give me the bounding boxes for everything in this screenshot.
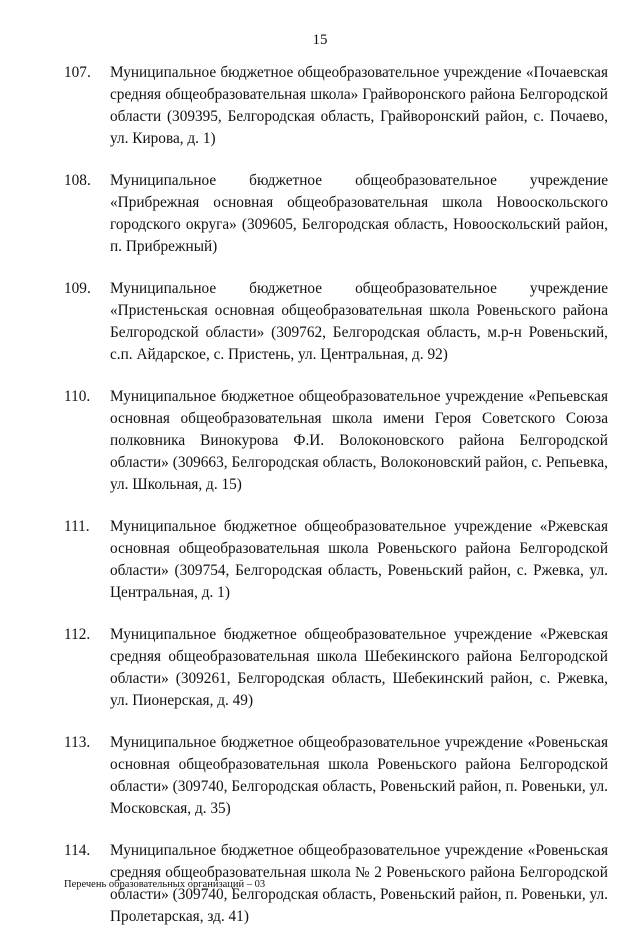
item-number: 109.: [64, 280, 91, 297]
list-item: [64, 62, 608, 150]
item-text: Муниципальное бюджетное общеобразовательное учреждение «Почаевская средняя общеобразовательная школа» Грайворонского района Белгородской области (309395, Белгородская область, Грайворонский район, с. Почаево, ул. Кирова, д. 1): [110, 64, 608, 147]
item-number: 111.: [64, 518, 90, 535]
list-item: [64, 516, 608, 604]
item-text: Муниципальное бюджетное общеобразовательное учреждение «Пристеньская основная общеобразовательная школа Ровеньского района Белгородской области» (309762, Белгородская область, м.р-н Ровеньский, с.п. Айдарское, с. Пристень, ул. Центральная, д. 92): [110, 280, 608, 363]
item-text: Муниципальное бюджетное общеобразовательное учреждение «Ржевская основная общеобразовательная школа Ровеньского района Белгородской области» (309754, Белгородская область, Ровеньский район, с. Ржевка, ул. Центральная, д. 1): [110, 518, 608, 601]
item-number: 114.: [64, 842, 91, 859]
list-item: [64, 386, 608, 496]
item-number: 107.: [64, 64, 91, 81]
item-number: 108.: [64, 172, 91, 189]
list-item: [64, 732, 608, 820]
organization-list: [64, 62, 608, 948]
item-text: Муниципальное бюджетное общеобразовательное учреждение «Ржевская средняя общеобразовательная школа Шебекинского района Белгородской области» (309261, Белгородская область, Шебекинский район, с. Ржевка, ул. Пионерская, д. 49): [110, 626, 608, 709]
page-number: 15: [312, 32, 328, 48]
item-number: 110.: [64, 388, 91, 405]
list-item: [64, 624, 608, 712]
item-text: Муниципальное бюджетное общеобразовательное учреждение «Ровеньская основная общеобразовательная школа Ровеньского района Белгородской области» (309740, Белгородская область, Ровеньский район, п. Ровеньки, ул. Московская, д. 35): [110, 734, 608, 817]
item-text: Муниципальное бюджетное общеобразовательное учреждение «Репьевская основная общеобразовательная школа имени Героя Советского Союза полковника Винокурова Ф.И. Волоконовского района Белгородской области» (309663, Белгородская область, Волоконовский район, с. Репьевка, ул. Школьная, д. 15): [110, 388, 608, 493]
page-footer: Перечень образовательных организаций – 03: [64, 879, 266, 890]
item-number: 113.: [64, 734, 91, 751]
item-text: Муниципальное бюджетное общеобразовательное учреждение «Прибрежная основная общеобразовательная школа Новооскольского городского округа» (309605, Белгородская область, Новооскольский район, п. Прибрежный): [110, 172, 608, 255]
item-number: 112.: [64, 626, 91, 643]
list-item: [64, 278, 608, 366]
item-text: Муниципальное бюджетное общеобразовательное учреждение «Ровеньская средняя общеобразовательная школа № 2 Ровеньского района Белгородской области» (309740, Белгородская область, Ровеньский район, п. Ровеньки, ул. Пролетарская, зд. 41): [110, 842, 608, 925]
list-item: [64, 170, 608, 258]
